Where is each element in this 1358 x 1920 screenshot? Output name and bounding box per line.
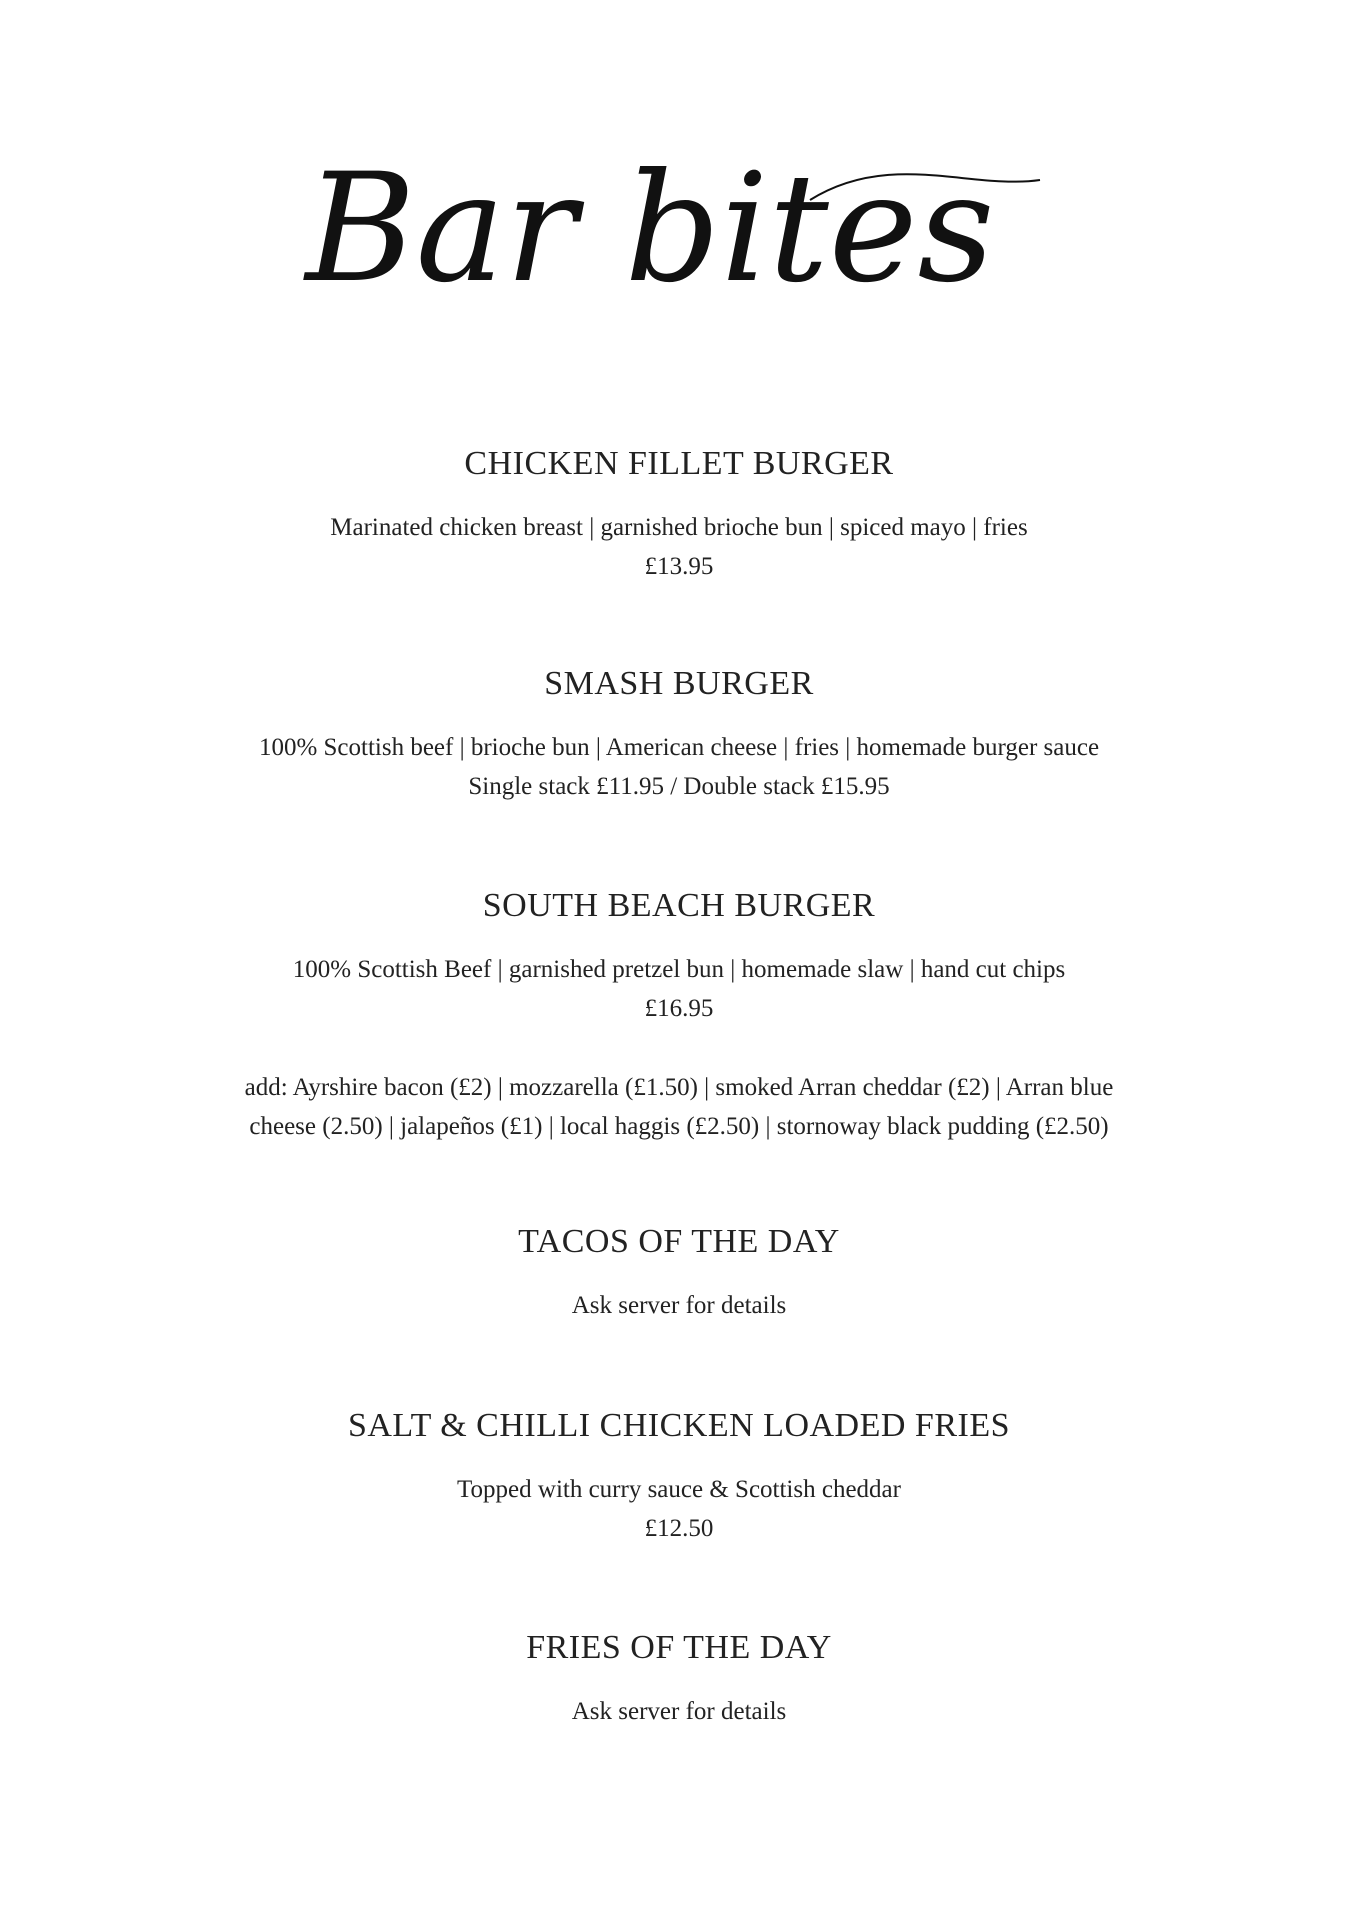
item-name: SMASH BURGER: [544, 665, 814, 702]
item-name: FRIES OF THE DAY: [526, 1629, 832, 1666]
menu-item-fries-of-the-day: [0, 1628, 1358, 1731]
item-description: Ask server for details: [571, 1698, 787, 1725]
item-price: £12.50: [644, 1515, 714, 1542]
item-name: TACOS OF THE DAY: [518, 1223, 840, 1260]
item-description: 100% Scottish Beef | garnished pretzel bun | homemade slaw | hand cut chips: [292, 956, 1066, 983]
item-price: £16.95: [644, 995, 714, 1022]
menu-item-south-beach-burger: [0, 886, 1358, 1028]
item-description: Ask server for details: [571, 1292, 787, 1319]
menu-item-chicken-fillet-burger: [0, 444, 1358, 586]
menu-title: [250, 140, 1050, 330]
item-name: SOUTH BEACH BURGER: [482, 887, 876, 924]
item-name: CHICKEN FILLET BURGER: [464, 445, 894, 482]
item-description: 100% Scottish beef | brioche bun | American cheese | fries | homemade burger sauce: [258, 734, 1100, 761]
item-description: Topped with curry sauce & Scottish cheddar: [457, 1476, 901, 1503]
addons-line: add: Ayrshire bacon (£2) | mozzarella (£1.50) | smoked Arran cheddar (£2) | Arran blue: [244, 1074, 1114, 1101]
item-description: Marinated chicken breast | garnished brioche bun | spiced mayo | fries: [330, 514, 1028, 541]
title-script: [250, 140, 1050, 330]
item-price: £13.95: [644, 553, 714, 580]
addons-line: cheese (2.50) | jalapeños (£1) | local haggis (£2.50) | stornoway black pudding (£2.50): [249, 1113, 1109, 1140]
addons-block: [200, 1068, 1158, 1146]
title-text: Bar bites: [305, 142, 995, 316]
item-price: Single stack £11.95 / Double stack £15.95: [468, 773, 890, 800]
menu-item-smash-burger: [0, 664, 1358, 806]
menu-item-tacos-of-the-day: [0, 1222, 1358, 1325]
item-name: SALT & CHILLI CHICKEN LOADED FRIES: [347, 1407, 1011, 1444]
menu-item-salt-chilli-loaded-fries: [0, 1406, 1358, 1548]
